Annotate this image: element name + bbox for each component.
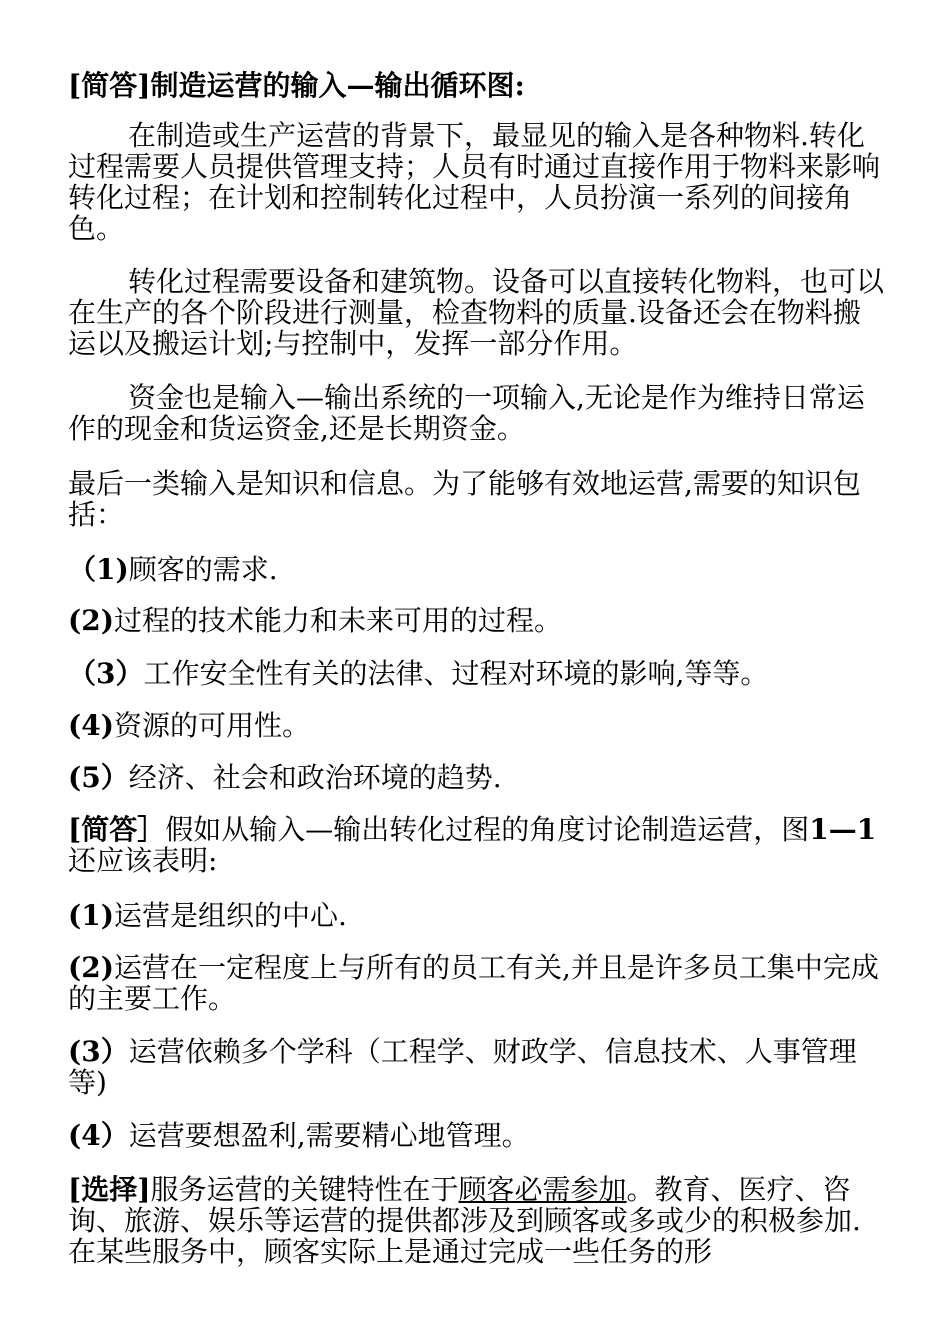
item-text: 资源的可用性。 [113,709,310,742]
paragraph-knowledge: 最后一类输入是知识和信息。为了能够有效地运营,需要的知识包括： [68,467,861,531]
item-text: 运营依赖多个学科（工程学、财政学、信息技术、人事管理等) [68,1035,857,1099]
item-number: （1) [68,553,129,586]
operations-item-4 [68,1120,884,1151]
item-number: (2) [68,604,114,637]
item-text: 运营在一定程度上与所有的员工有关,并且是许多员工集中完成的主要工作。 [68,951,879,1015]
item-text: 经济、社会和政治环境的趋势. [128,761,502,794]
knowledge-item-4 [68,710,884,741]
question-type-tag: [选择] [68,1173,151,1206]
paragraph-capital: 资金也是输入—输出系统的一项输入,无论是作为维持日常运作的现金和货运资金,还是长期资金。 [68,381,865,445]
item-text: 顾客的需求. [128,553,278,586]
operations-item-1 [68,900,884,931]
paragraph-materials: 在制造或生产运营的背景下，最显见的输入是各种物料.转化过程需要人员提供管理支持；人员有时通过直接作用于物料来影响转化过程；在计划和控制转化过程中，人员扮演一系列的间接角色。 [68,119,881,245]
knowledge-item-5 [68,762,884,793]
paragraph-text: 服务运营的关键特性在于 [150,1173,459,1206]
operations-item-3 [68,1036,884,1098]
paragraph-figure-note [68,814,884,876]
item-text: 工作安全性有关的法律、过程对环境的影响,等等。 [143,657,769,690]
item-text: 运营是组织的中心. [113,899,347,932]
item-number: (5） [68,761,129,794]
figure-reference: 1—1 [809,813,877,846]
question-type-tag: [简答］ [68,813,166,846]
item-number: (2) [68,951,114,984]
question-type-tag: [简答] [68,69,151,102]
paragraph-text: 还应该表明: [68,844,218,877]
paragraph-text: 假如从输入—输出转化过程的角度讨论制造运营，图 [165,813,810,846]
item-text: 过程的技术能力和未来可用的过程。 [113,604,562,637]
item-number: (1) [68,899,114,932]
knowledge-item-3 [68,658,884,689]
underlined-answer: 顾客必需参加 [458,1173,627,1206]
heading-text: 制造运营的输入—输出循环图: [150,69,525,102]
paragraph-text: 。教育、医疗、咨询、旅游、娱乐等运营的提供都涉及到顾客或多或少的积极参加.在某些服务中，顾客实际上是通过完成一些任务的形 [68,1173,861,1268]
heading-input-output-cycle [68,70,884,101]
item-number: (3） [68,1035,129,1068]
item-number: (4） [68,1119,129,1152]
knowledge-item-1 [68,554,884,585]
item-number: (4) [68,709,114,742]
paragraph-service-operations [68,1174,884,1267]
operations-item-2 [68,952,884,1014]
item-number: （3） [68,657,144,690]
knowledge-item-2 [68,605,884,636]
paragraph-equipment: 转化过程需要设备和建筑物。设备可以直接转化物料，也可以在生产的各个阶段进行测量，检查物料的质量.设备还会在物料搬运以及搬运计划;与控制中，发挥一部分作用。 [68,265,885,360]
item-text: 运营要想盈利,需要精心地管理。 [128,1119,530,1152]
